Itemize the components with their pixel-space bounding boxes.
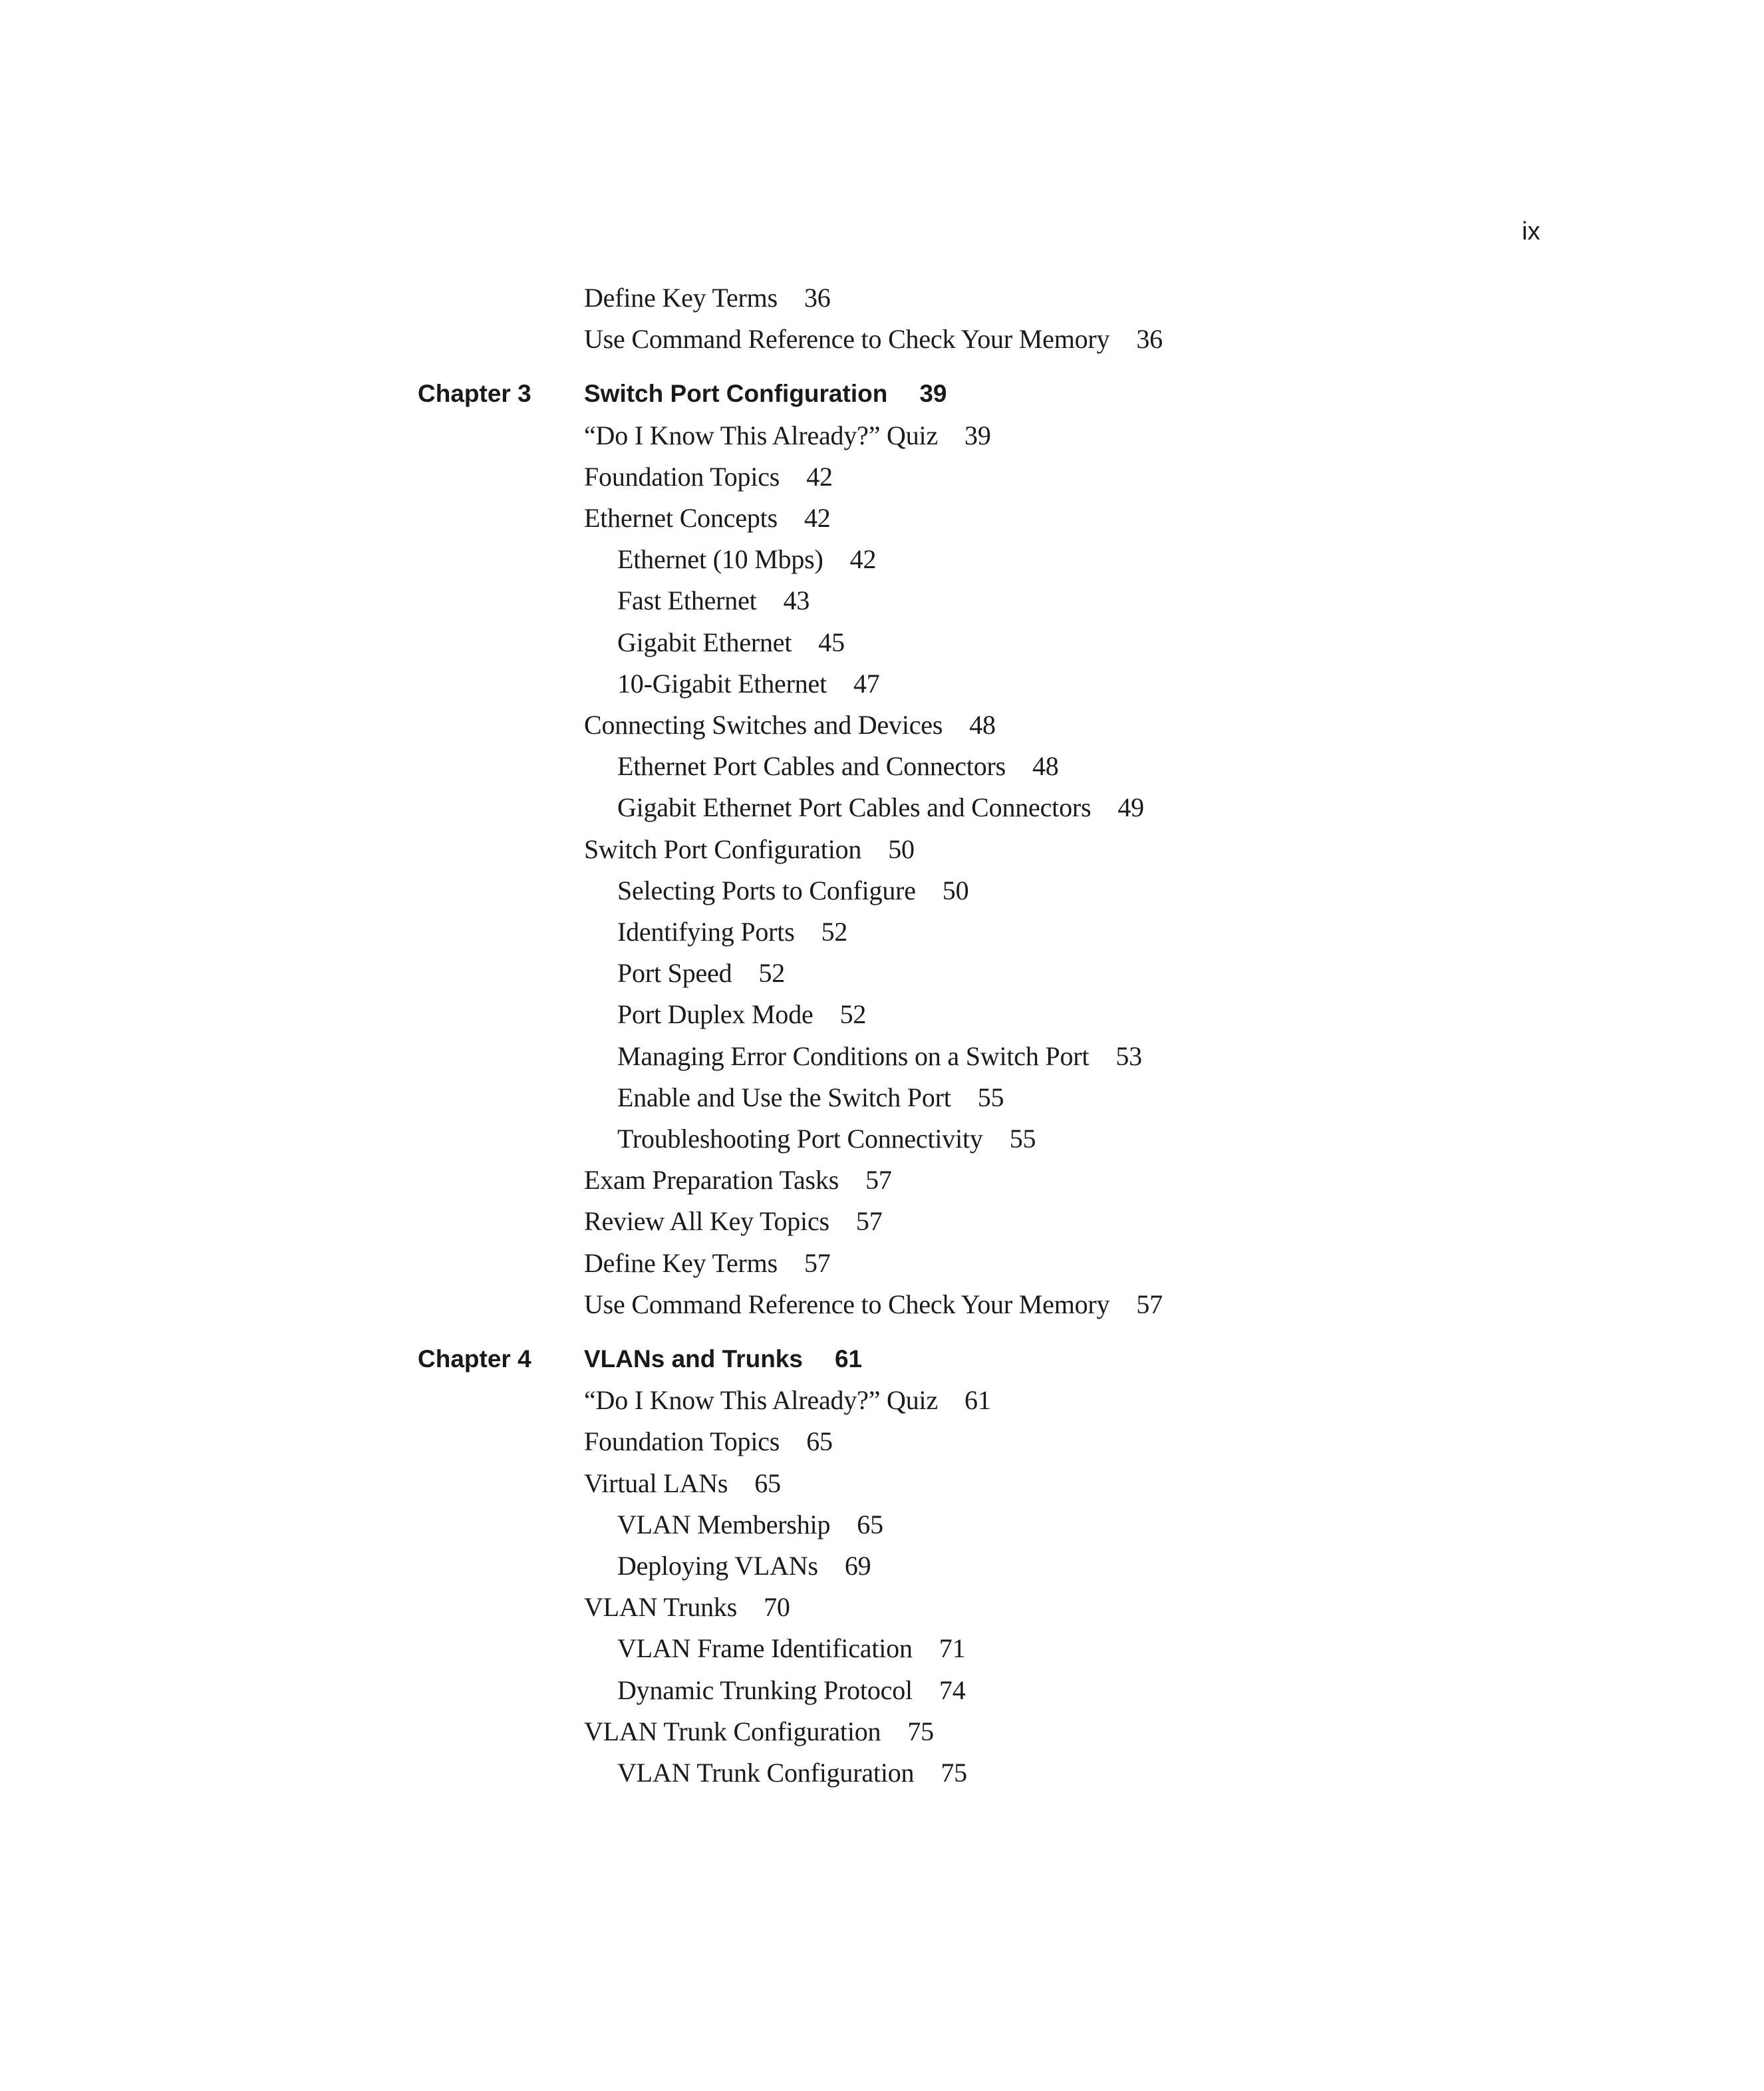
entry-title: Selecting Ports to Configure bbox=[617, 875, 916, 905]
toc-section-entry bbox=[584, 1424, 833, 1459]
toc-subsection-entry bbox=[617, 997, 866, 1032]
entry-page-number: 57 bbox=[1136, 1289, 1163, 1319]
entry-title: Port Duplex Mode bbox=[617, 999, 813, 1030]
toc-section-entry bbox=[584, 1204, 883, 1239]
chapter-page-number: 39 bbox=[919, 380, 947, 408]
entry-page-number: 52 bbox=[821, 917, 848, 947]
entry-title: Foundation Topics bbox=[584, 461, 780, 492]
entry-title: Fast Ethernet bbox=[617, 585, 757, 616]
toc-section-entry bbox=[584, 460, 833, 494]
entry-page-number: 50 bbox=[888, 834, 915, 864]
toc-subsection-entry bbox=[617, 1039, 1142, 1074]
toc-section-entry bbox=[584, 1163, 892, 1198]
toc-subsection-entry bbox=[617, 874, 968, 908]
entry-title: Ethernet Concepts bbox=[584, 503, 778, 533]
entry-title: Virtual LANs bbox=[584, 1468, 728, 1498]
toc-section-entry bbox=[584, 1287, 1163, 1322]
toc-subsection-entry bbox=[617, 667, 880, 701]
entry-title: Define Key Terms bbox=[584, 283, 778, 313]
entry-title: VLAN Trunks bbox=[584, 1592, 738, 1623]
entry-page-number: 74 bbox=[939, 1675, 966, 1705]
toc-subsection-entry bbox=[617, 583, 809, 618]
toc-section-entry bbox=[584, 1466, 781, 1501]
entry-title: Define Key Terms bbox=[584, 1247, 778, 1278]
entry-page-number: 42 bbox=[806, 461, 833, 492]
entry-page-number: 48 bbox=[1032, 751, 1059, 782]
toc-subsection-entry bbox=[617, 1549, 871, 1583]
toc-section-entry bbox=[584, 418, 991, 453]
chapter-title bbox=[584, 377, 947, 411]
entry-page-number: 52 bbox=[758, 958, 786, 989]
entry-title: Port Speed bbox=[617, 958, 732, 989]
entry-title: Exam Preparation Tasks bbox=[584, 1165, 839, 1196]
entry-page-number: 43 bbox=[783, 585, 810, 616]
entry-page-number: 49 bbox=[1117, 792, 1144, 823]
chapter-title-text: Switch Port Configuration bbox=[584, 380, 888, 408]
toc-subsection-entry bbox=[617, 915, 847, 949]
entry-page-number: 50 bbox=[942, 875, 969, 905]
toc-section-entry bbox=[584, 1714, 934, 1749]
chapter-page-number: 61 bbox=[834, 1345, 863, 1372]
chapter-title bbox=[584, 1342, 862, 1376]
entry-page-number: 61 bbox=[964, 1385, 991, 1416]
entry-title: “Do I Know This Already?” Quiz bbox=[584, 420, 939, 450]
toc-subsection-entry bbox=[617, 1080, 1004, 1115]
chapter-title-text: VLANs and Trunks bbox=[584, 1345, 803, 1372]
entry-title: Use Command Reference to Check Your Memory bbox=[584, 1289, 1110, 1319]
entry-title: VLAN Trunk Configuration bbox=[617, 1758, 915, 1788]
entry-page-number: 70 bbox=[764, 1592, 790, 1623]
entry-title: Gigabit Ethernet Port Cables and Connectors bbox=[617, 792, 1092, 823]
entry-title: Ethernet (10 Mbps) bbox=[617, 544, 823, 575]
toc-subsection-entry bbox=[617, 1508, 883, 1542]
chapter-label: Chapter 3 bbox=[418, 380, 531, 408]
entry-page-number: 36 bbox=[804, 283, 831, 313]
entry-page-number: 55 bbox=[1009, 1124, 1036, 1154]
toc-subsection-entry bbox=[617, 1631, 965, 1666]
entry-page-number: 45 bbox=[818, 627, 845, 657]
entry-title: Switch Port Configuration bbox=[584, 834, 862, 864]
entry-page-number: 42 bbox=[849, 544, 877, 575]
entry-page-number: 52 bbox=[839, 999, 867, 1030]
chapter-label: Chapter 4 bbox=[418, 1345, 531, 1372]
toc-section-entry bbox=[584, 1590, 790, 1625]
entry-page-number: 75 bbox=[907, 1716, 934, 1746]
toc-subsection-entry bbox=[617, 1122, 1036, 1156]
entry-page-number: 55 bbox=[977, 1082, 1004, 1112]
entry-title: Deploying VLANs bbox=[617, 1551, 818, 1581]
toc-subsection-entry bbox=[617, 1673, 966, 1708]
entry-title: VLAN Frame Identification bbox=[617, 1633, 913, 1664]
entry-page-number: 53 bbox=[1115, 1041, 1142, 1071]
toc-section-entry bbox=[584, 1383, 991, 1418]
entry-page-number: 42 bbox=[804, 503, 831, 533]
toc-section-entry bbox=[584, 1246, 831, 1281]
entry-page-number: 39 bbox=[964, 420, 991, 450]
entry-title: Troubleshooting Port Connectivity bbox=[617, 1124, 983, 1154]
entry-page-number: 71 bbox=[939, 1633, 966, 1664]
entry-page-number: 65 bbox=[857, 1509, 883, 1539]
entry-title: “Do I Know This Already?” Quiz bbox=[584, 1385, 939, 1416]
entry-title: Gigabit Ethernet bbox=[617, 627, 792, 657]
entry-page-number: 75 bbox=[941, 1758, 967, 1788]
entry-title: Foundation Topics bbox=[584, 1426, 780, 1457]
entry-page-number: 36 bbox=[1136, 324, 1163, 355]
entry-title: Review All Key Topics bbox=[584, 1206, 829, 1237]
entry-page-number: 48 bbox=[969, 710, 996, 740]
entry-title: Use Command Reference to Check Your Memory bbox=[584, 324, 1110, 355]
toc-subsection-entry bbox=[617, 625, 845, 660]
entry-title: Ethernet Port Cables and Connectors bbox=[617, 751, 1006, 782]
entry-title: Enable and Use the Switch Port bbox=[617, 1082, 951, 1112]
entry-title: Connecting Switches and Devices bbox=[584, 710, 943, 740]
page-number: ix bbox=[1522, 218, 1541, 245]
toc-section-entry bbox=[584, 322, 1163, 357]
toc-section-entry bbox=[584, 832, 915, 867]
toc-subsection-entry bbox=[617, 956, 785, 991]
entry-page-number: 69 bbox=[844, 1551, 871, 1581]
entry-title: Identifying Ports bbox=[617, 917, 795, 947]
entry-page-number: 65 bbox=[806, 1426, 833, 1457]
entry-title: 10-Gigabit Ethernet bbox=[617, 668, 827, 699]
toc-section-entry bbox=[584, 708, 996, 742]
entry-page-number: 47 bbox=[853, 668, 880, 699]
toc-section-entry bbox=[584, 281, 831, 315]
entry-title: VLAN Membership bbox=[617, 1509, 831, 1539]
entry-page-number: 57 bbox=[855, 1206, 883, 1237]
toc-subsection-entry bbox=[617, 790, 1144, 825]
toc-subsection-entry bbox=[617, 542, 876, 577]
entry-page-number: 65 bbox=[754, 1468, 781, 1498]
entry-page-number: 57 bbox=[865, 1165, 892, 1196]
toc-subsection-entry bbox=[617, 1756, 967, 1790]
entry-title: Dynamic Trunking Protocol bbox=[617, 1675, 913, 1705]
entry-title: Managing Error Conditions on a Switch Port bbox=[617, 1041, 1090, 1071]
toc-section-entry bbox=[584, 501, 831, 536]
entry-title: VLAN Trunk Configuration bbox=[584, 1716, 881, 1746]
entry-page-number: 57 bbox=[804, 1247, 831, 1278]
toc-subsection-entry bbox=[617, 749, 1059, 784]
